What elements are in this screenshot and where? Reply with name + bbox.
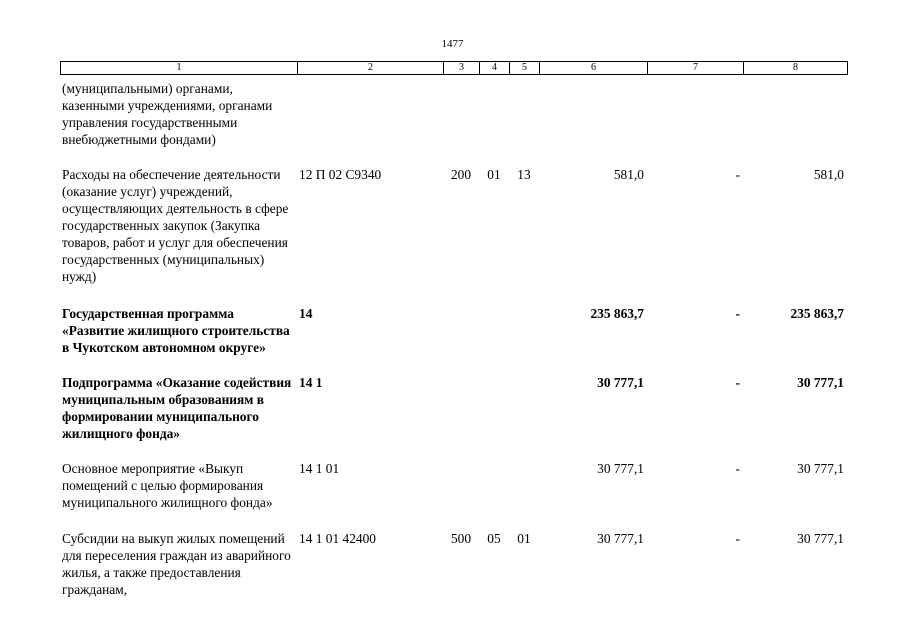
header-cell-3: 3 [444,62,480,74]
row-c6: 581,0 [613,167,644,182]
row-c6: 30 777,1 [597,375,644,390]
row-c7 [647,80,743,148]
page-number: 1477 [441,38,464,50]
row-name: Субсидии на выкуп жилых помещений для переселения граждан из аварийного жилья, а также предоставления гражданам, [62,531,291,597]
row-c3: 200 [450,167,472,182]
row-c5 [509,374,539,442]
header-cell-6: 6 [540,62,648,74]
row-c3: 500 [450,531,472,546]
row-code: 14 1 01 [299,461,340,476]
row-c6: 30 777,1 [597,531,644,546]
row-c8: 235 863,7 [790,306,844,321]
row-c8: 30 777,1 [797,531,844,546]
row-c5: 13 [517,167,531,182]
row-code: 14 1 [299,375,323,390]
row-code: 12 П 02 С9340 [299,167,382,182]
header-cell-5: 5 [510,62,540,74]
row-c6: 235 863,7 [590,306,644,321]
row-c8 [743,80,847,148]
row-c5 [509,305,539,356]
table-row [60,374,847,442]
row-c4 [479,305,509,356]
table-row [60,166,847,285]
table-header [60,61,848,75]
row-c4 [479,374,509,442]
row-c7: - [735,167,740,182]
row-c3 [443,374,479,442]
header-cell-4: 4 [480,62,510,74]
row-c8: 581,0 [813,167,844,182]
table-row [60,305,847,356]
header-cell-1: 1 [61,62,298,74]
header-cell-8: 8 [793,62,798,73]
row-name: (муниципальными) органами, казенными учреждениями, органами управления государственными внебюджетными фондами) [62,81,273,147]
row-code [297,80,443,148]
table-row [60,80,847,148]
row-c8: 30 777,1 [797,375,844,390]
row-c5: 01 [517,531,531,546]
row-code: 14 [299,306,313,321]
row-c6 [539,80,647,148]
row-c4: 01 [487,167,501,182]
row-c4: 05 [487,531,501,546]
row-name: Подпрограмма «Оказание содействия муниципальным образованиям в формировании муниципального жилищного фонда» [62,375,292,441]
row-name: Основное мероприятие «Выкуп помещений с целью формирования муниципального жилищного фонда» [62,461,273,510]
row-c7: - [735,531,740,546]
table-row [60,460,847,511]
row-code: 14 1 01 42400 [299,531,376,546]
row-c5 [509,80,539,148]
row-c3 [443,305,479,356]
row-c8: 30 777,1 [797,461,844,476]
row-c5 [509,460,539,511]
header-cell-7: 7 [648,62,744,74]
row-c4 [479,460,509,511]
row-c3 [443,460,479,511]
row-c6: 30 777,1 [597,461,644,476]
row-c7: - [735,306,740,321]
row-c3 [443,80,479,148]
row-name: Расходы на обеспечение деятельности (оказание услуг) учреждений, осуществляющих деятельность в сфере государственных закупок (Закупка товаров, работ и услуг для обеспечения государственных (муниципальных) нужд) [62,167,289,284]
row-c4 [479,80,509,148]
header-cell-2: 2 [298,62,444,74]
table-row [60,530,847,598]
row-c7: - [735,375,740,390]
row-name: Государственная программа «Развитие жилищного строительства в Чукотском автономном округе» [62,306,290,355]
row-c7: - [735,461,740,476]
